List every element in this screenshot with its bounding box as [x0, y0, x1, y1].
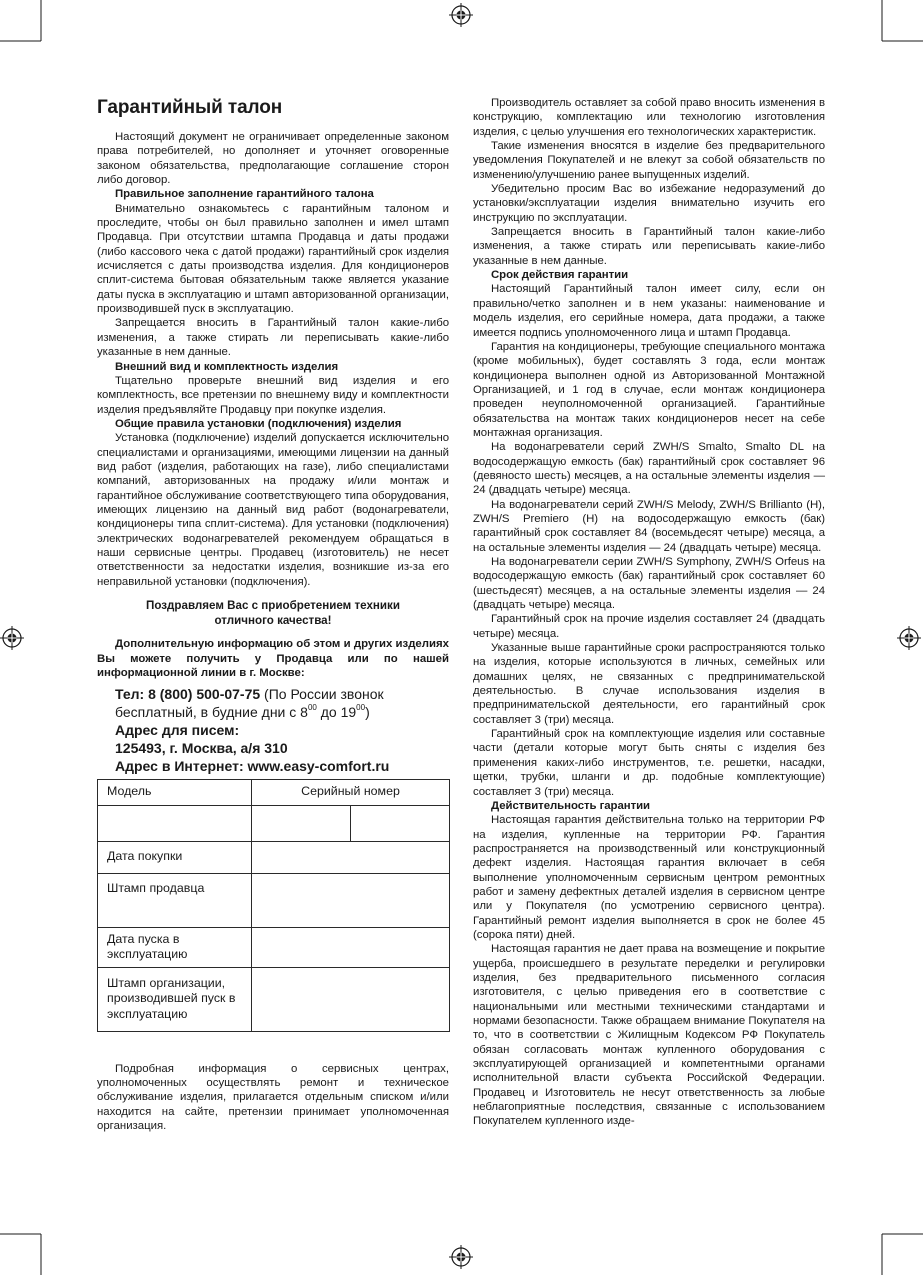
phone-note: (По России звонок бесплатный, в будние дни с	[115, 685, 384, 720]
phone-note-end: )	[365, 703, 370, 720]
page-title: Гарантийный талон	[97, 97, 283, 118]
table-row	[98, 927, 450, 967]
info-line-note: Дополнительную информацию об этом и других изделиях Вы можете получить у Продавца или по нашей информационной линии в г. Москве:	[97, 638, 449, 679]
installer-stamp-label: Штамп организации, производившей пуск в эксплуатацию	[98, 967, 252, 1031]
paragraph: Настоящий документ не ограничивает определенные законом права потребителей, но дополняет и уточняет оговоренные законом обязательства, предполагающие соглашение сторон либо договор.	[97, 131, 449, 187]
website: Адрес в Интернет: www.easy-comfort.ru	[115, 757, 390, 774]
section-heading: Внешний вид и комплектность изделия	[115, 360, 339, 373]
registration-mark-icon	[449, 1245, 473, 1269]
paragraph: Такие изменения вносятся в изделие без предварительного уведомления Покупателей и не влекут за собой обязательств по изменению/улучшению ранее выпущенных изделий.	[473, 140, 825, 181]
paragraph: Убедительно просим Вас во избежание недоразумений до установки/эксплуатации изделия внимательно изучить его инструкцию по эксплуатации.	[473, 183, 825, 224]
congratulations-line: отличного качества!	[214, 613, 332, 627]
hours-from: 8	[300, 703, 308, 720]
paragraph: Внимательно ознакомьтесь с гарантийным талоном и проследите, чтобы он был правильно заполнен и имел штамп Продавца. При отсутствии штампа Продавца и даты продажи (либо кассового чека с датой продажи) гарантийный срок изделия исчисляется с даты производства изделия. Для кондиционеров сплит-система бытовая обязательным также является указание даты пуска в эксплуатацию и штамп авторизованной организации, производившей пуск в эксплуатацию.	[97, 202, 449, 316]
table-row	[98, 805, 450, 841]
serial-cell-1	[252, 805, 351, 841]
table-row	[98, 967, 450, 1031]
model-cell	[98, 805, 252, 841]
purchase-date-cell	[252, 841, 450, 873]
paragraph: Настоящая гарантия не дает права на возмещение и покрытие ущерба, происшедшего в результате переделки и регулировки изделия, без предварительного письменного согласия изготовителя, с целью приведения его в соответствие с национальными или местными техническими стандартами и нормами безопасности. Также обращаем внимание Покупателя на то, что в соответствии с Жилищным Кодексом РФ Покупатель обязан согласовать монтаж купленного оборудования с эксплуатирующей организацией и компетентными органами исполнительной власти субъекта Российской Федерации. Продавец и Изготовитель не несут ответственность за любые неблагоприятные последствия, связанные с использованием Покупателем купленного изде-	[473, 943, 825, 1128]
start-date-cell	[252, 927, 450, 967]
section-heading: Общие правила установки (подключения) изделия	[115, 417, 402, 430]
seller-stamp-cell	[252, 873, 450, 927]
mail-label: Адрес для писем:	[115, 721, 240, 738]
paragraph: Указанные выше гарантийные сроки распространяются только на изделия, которые используются в личных, семейных или домашних целях, не связанных с предпринимательской деятельностью. В случае использования изделия в предпринимательской деятельности, его гарантийный срок составляет 3 (три) месяца.	[473, 642, 825, 726]
paragraph: Гарантийный срок на прочие изделия составляет 24 (двадцать четыре) месяца.	[473, 613, 825, 640]
table-row	[98, 873, 450, 927]
paragraph: Запрещается вносить в Гарантийный талон какие-либо изменения, а также стирать или переписывать какие-либо указанные в нем данные.	[473, 226, 825, 267]
left-column	[97, 96, 449, 1134]
warranty-form-table	[97, 779, 450, 1032]
congratulations-note	[97, 599, 449, 628]
registration-mark-icon	[897, 626, 921, 650]
paragraph: На водонагреватели серий ZWH/S Smalto, Smalto DL на водосодержащую емкость (бак) гарантийный срок составляет 96 (девяносто шесть) месяцев, а на остальные элементы изделия — 24 (двадцать четыре) месяца.	[473, 441, 825, 497]
left-text-blocks	[97, 130, 449, 589]
paragraph: На водонагреватели серии ZWH/S Symphony, ZWH/S Orfeus на водосодержащую емкость (бак) гарантийный срок составляет 60 (шестьдесят) месяцев, а на остальные элементы изделия — 24 (двадцать четыре) месяца.	[473, 556, 825, 612]
hours-separator: до	[316, 703, 341, 720]
paragraph: Запрещается вносить в Гарантийный талон какие-либо изменения, а также стирать ли переписывать какие-либо указанные в нем данные.	[97, 317, 449, 359]
paragraph: Гарантия на кондиционеры, требующие специального монтажа (кроме мобильных), будет составлять 3 года, если монтаж кондиционера выполнен одной из Авторизованной Монтажной Организацией, и 1 год в случае, если монтаж кондиционера проведен неуполномоченной организацией. Гарантийные обязательства на монтаж таких кондиционеров несет на себе монтажная организация.	[473, 340, 825, 439]
registration-mark-icon	[449, 3, 473, 27]
model-header: Модель	[98, 779, 252, 805]
section-heading: Срок действия гарантии	[491, 269, 629, 282]
hours-to: 19	[340, 703, 357, 720]
paragraph: Гарантийный срок на комплектующие изделия или составные части (детали которые могут быть сняты с изделия без применения каких-либо инструментов, т.е. решетки, насадки, щетки, трубки, шланги и др. подобные комплектующие) составляет 3 (три) месяца.	[473, 728, 825, 798]
paragraph: Настоящий Гарантийный талон имеет силу, если он правильно/четко заполнен и в нем указаны: наименование и модель изделия, его серийные номера, дата продажи, а также имеется подпись уполномоченного лица и штамп Продавца.	[473, 283, 825, 339]
section-heading: Действительность гарантии	[491, 799, 651, 812]
section-heading: Правильное заполнение гарантийного талона	[115, 188, 374, 201]
right-text-blocks	[473, 96, 825, 1129]
installer-stamp-cell	[252, 967, 450, 1031]
minutes-from: 00	[307, 702, 317, 712]
serial-header: Серийный номер	[252, 779, 450, 805]
purchase-date-label: Дата покупки	[98, 841, 252, 873]
minutes-to: 00	[356, 702, 366, 712]
paragraph: Установка (подключение) изделий допускается исключительно специалистами и организациями, имеющими лицензии на данный вид работ (изделия, работающих на газе), либо специалистами компаний, авторизованных на продажу и/или монтаж и гарантийное обслуживание соответствующего типа оборудования, имеющих лицензию на данный вид работ (водонагреватели, кондиционеры типа сплит-система). Для установки (подключения) электрических водонагревателей рекомендуем обращаться в наши сервисные центры. Продавец (изготовитель) не несет ответственности за недостатки изделия, возникшие из-за его неправильной установки (подключения).	[97, 432, 449, 588]
paragraph: Тщательно проверьте внешний вид изделия и его комплектность, все претензии по внешнему виду и комплектности изделия предъявляйте Продавцу при покупке изделия.	[97, 374, 449, 416]
phone-line	[115, 685, 449, 721]
table-row	[98, 779, 450, 805]
seller-stamp-label: Штамп продавца	[98, 873, 252, 927]
table-row	[98, 841, 450, 873]
registration-mark-icon	[0, 626, 24, 650]
mail-address: 125493, г. Москва, а/я 310	[115, 739, 288, 756]
paragraph: Настоящая гарантия действительна только на территории РФ на изделия, купленные на территории РФ. Гарантия распространяется на производственный или конструкционный дефект изделия. Настоящая гарантия включает в себя выполнение уполномоченным сервисным центром ремонтных работ и замену дефектных деталей изделия в сервисном центре или у Покупателя (по усмотрению сервисного центра). Гарантийный ремонт изделия выполняется в срок не более 45 (сорока пяти) дней.	[473, 814, 825, 941]
serial-cell-2	[351, 805, 450, 841]
service-centers-note: Подробная информация о сервисных центрах, уполномоченных осуществлять ремонт и техническое обслуживание изделия, прилагается отдельным списком и/или находится на сайте, претензии принимает уполномоченная организация.	[97, 1062, 449, 1133]
start-date-label: Дата пуска в эксплуатацию	[98, 927, 252, 967]
right-column	[473, 96, 825, 1129]
paragraph: На водонагреватели серий ZWH/S Melody, ZWH/S Brillianto (H), ZWH/S Premiero (H) на водосодержащую емкость (бак) гарантийный срок составляет 84 (восемьдесят четыре) месяца, а на остальные элементы изделия — 24 (двадцать четыре) месяца.	[473, 498, 825, 554]
contact-block	[97, 685, 449, 775]
paragraph: Производитель оставляет за собой право вносить изменения в конструкцию, комплектацию или технологию изготовления изделия, с целью улучшения его технологических характеристик.	[473, 97, 825, 138]
phone-number: Тел: 8 (800) 500-07-75	[115, 685, 261, 702]
congratulations-line: Поздравляем Вас с приобретением техники	[146, 599, 400, 612]
